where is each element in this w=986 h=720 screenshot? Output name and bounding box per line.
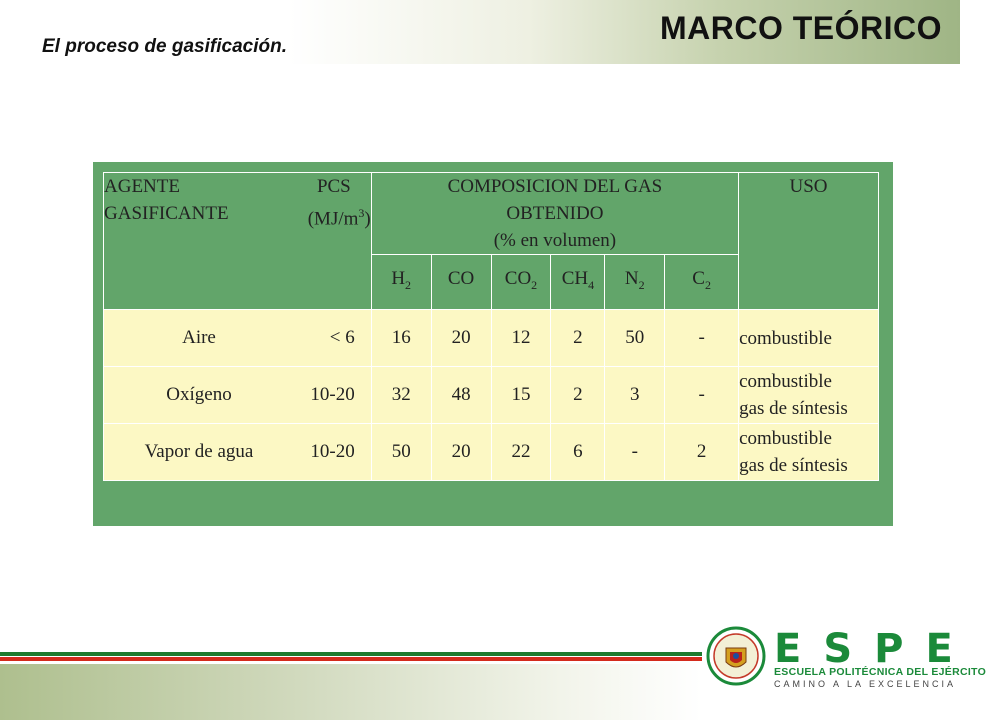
agent-name: Aire (182, 327, 216, 348)
crest-icon (706, 626, 766, 686)
header-gas-0: $H_2$ (371, 255, 431, 310)
header-uso: USO (739, 173, 879, 310)
agent-name: Vapor de agua (144, 441, 254, 462)
composition-cell: 20 (431, 310, 491, 367)
agent-cell (104, 310, 372, 367)
composition-cell: - (665, 367, 739, 424)
header-agent-line2: GASIFICANTE (104, 203, 229, 224)
table-row (104, 367, 879, 424)
composition-cell: 15 (491, 367, 551, 424)
composition-cell: 3 (605, 367, 665, 424)
slide-subtitle: El proceso de gasificación. (42, 36, 287, 57)
composition-cell: 12 (491, 310, 551, 367)
logo-letters: E S P E (774, 626, 953, 672)
header-agent-pcs (104, 173, 372, 310)
composition-cell: 16 (371, 310, 431, 367)
header-pcs-unit: $(MJ/m^3)$ (307, 206, 371, 230)
agent-cell (104, 424, 372, 481)
gasification-table-image (93, 162, 893, 526)
composition-cell: 2 (665, 424, 739, 481)
footer-band (0, 664, 702, 720)
composition-cell: - (605, 424, 665, 481)
agent-name: Oxígeno (166, 384, 232, 405)
composition-cell: 50 (605, 310, 665, 367)
logo-institution-name: ESCUELA POLITÉCNICA DEL EJÉRCITO (774, 666, 986, 678)
header-gas-3: $CH_4$ (551, 255, 605, 310)
agent-cell (104, 367, 372, 424)
header-gas-5: $C_2$ (665, 255, 739, 310)
header-composition: COMPOSICION DEL GAS OBTENIDO (% en volumen) (371, 173, 738, 255)
composition-cell: 50 (371, 424, 431, 481)
composition-cell: - (665, 310, 739, 367)
composition-cell: 2 (551, 367, 605, 424)
pcs-value: < 6 (329, 327, 355, 348)
header-gas-2: $CO_2$ (491, 255, 551, 310)
logo-motto: CAMINO A LA EXCELENCIA (774, 679, 957, 689)
table-row (104, 310, 879, 367)
composition-cell: 2 (551, 310, 605, 367)
footer-stripe (0, 652, 702, 661)
composition-cell: 6 (551, 424, 605, 481)
table-row (104, 424, 879, 481)
header-agent-line1: AGENTE (104, 176, 180, 197)
uso-cell: combustible (739, 310, 879, 367)
composition-cell: 48 (431, 367, 491, 424)
espe-logo (706, 626, 986, 694)
header-gas-1: CO (431, 255, 491, 310)
composition-cell: 32 (371, 367, 431, 424)
pcs-value: 10-20 (310, 441, 355, 462)
header-pcs-line1: PCS (316, 176, 351, 197)
pcs-value: 10-20 (310, 384, 355, 405)
uso-cell: combustible gas de síntesis (739, 367, 879, 424)
header-gas-4: $N_2$ (605, 255, 665, 310)
gas-composition-table (103, 172, 879, 481)
composition-cell: 20 (431, 424, 491, 481)
uso-cell: combustible gas de síntesis (739, 424, 879, 481)
composition-cell: 22 (491, 424, 551, 481)
slide-title: MARCO TEÓRICO (659, 10, 942, 46)
